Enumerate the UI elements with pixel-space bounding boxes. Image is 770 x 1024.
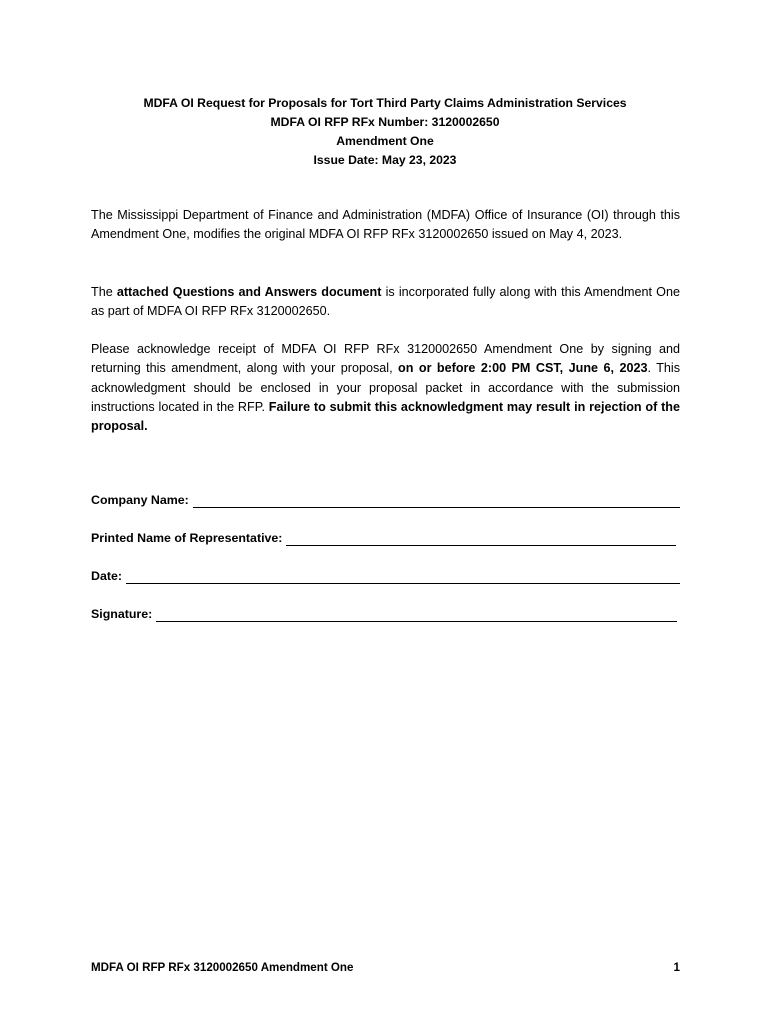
paragraph-attachment-tail: is incorporated fully along with this Amendment One as part of MDFA OI RFP RFx 3120002650. <box>91 285 680 319</box>
company-name-field <box>91 492 680 508</box>
header-amendment: Amendment One <box>336 134 434 148</box>
paragraph-intro-text: The Mississippi Department of Finance and Administration (MDFA) Office of Insurance (OI) through this Amendment One, modifies the original MDFA OI RFP RFx 3120002650 issued on May 4, 2023. <box>91 208 680 242</box>
footer-document-id: MDFA OI RFP RFx 3120002650 Amendment One <box>91 961 354 974</box>
deadline-text: on or before 2:00 PM CST, June 6, 2023 <box>398 361 648 376</box>
attachment-reference: attached Questions and Answers document <box>116 285 382 299</box>
header-issue-date: Issue Date: May 23, 2023 <box>313 153 457 167</box>
footer-page-number: 1 <box>673 961 680 974</box>
signature-line[interactable] <box>156 608 677 622</box>
paragraph-acknowledgment-part2: . This acknowledgment should be enclosed in your proposal packet in accordance with the submission instructions located in the RFP. <box>91 361 680 414</box>
date-line[interactable] <box>126 570 680 584</box>
date-label: Date: <box>91 569 122 583</box>
company-name-line[interactable] <box>193 494 680 508</box>
printed-name-field <box>91 530 676 546</box>
paragraph-acknowledgment <box>91 340 680 436</box>
date-field <box>91 568 680 584</box>
rejection-warning: Failure to submit this acknowledgment may result in rejection of the proposal. <box>91 399 681 434</box>
signature-label: Signature: <box>91 607 153 621</box>
company-name-label: Company Name: <box>91 493 189 507</box>
document-header <box>91 94 679 170</box>
paragraph-attachment-lead: The <box>91 285 117 299</box>
paragraph-intro <box>91 206 680 245</box>
header-title: MDFA OI Request for Proposals for Tort Third Party Claims Administration Services <box>143 96 627 110</box>
paragraph-attachment <box>91 283 680 322</box>
paragraph-acknowledgment-part1: Please acknowledge receipt of MDFA OI RFP RFx 3120002650 Amendment One by signing and returning this amendment, along with your proposal, <box>91 342 680 376</box>
header-rfx-number: MDFA OI RFP RFx Number: 3120002650 <box>270 115 500 129</box>
printed-name-line[interactable] <box>286 532 676 546</box>
signature-field <box>91 606 677 622</box>
printed-name-label: Printed Name of Representative: <box>91 531 283 545</box>
